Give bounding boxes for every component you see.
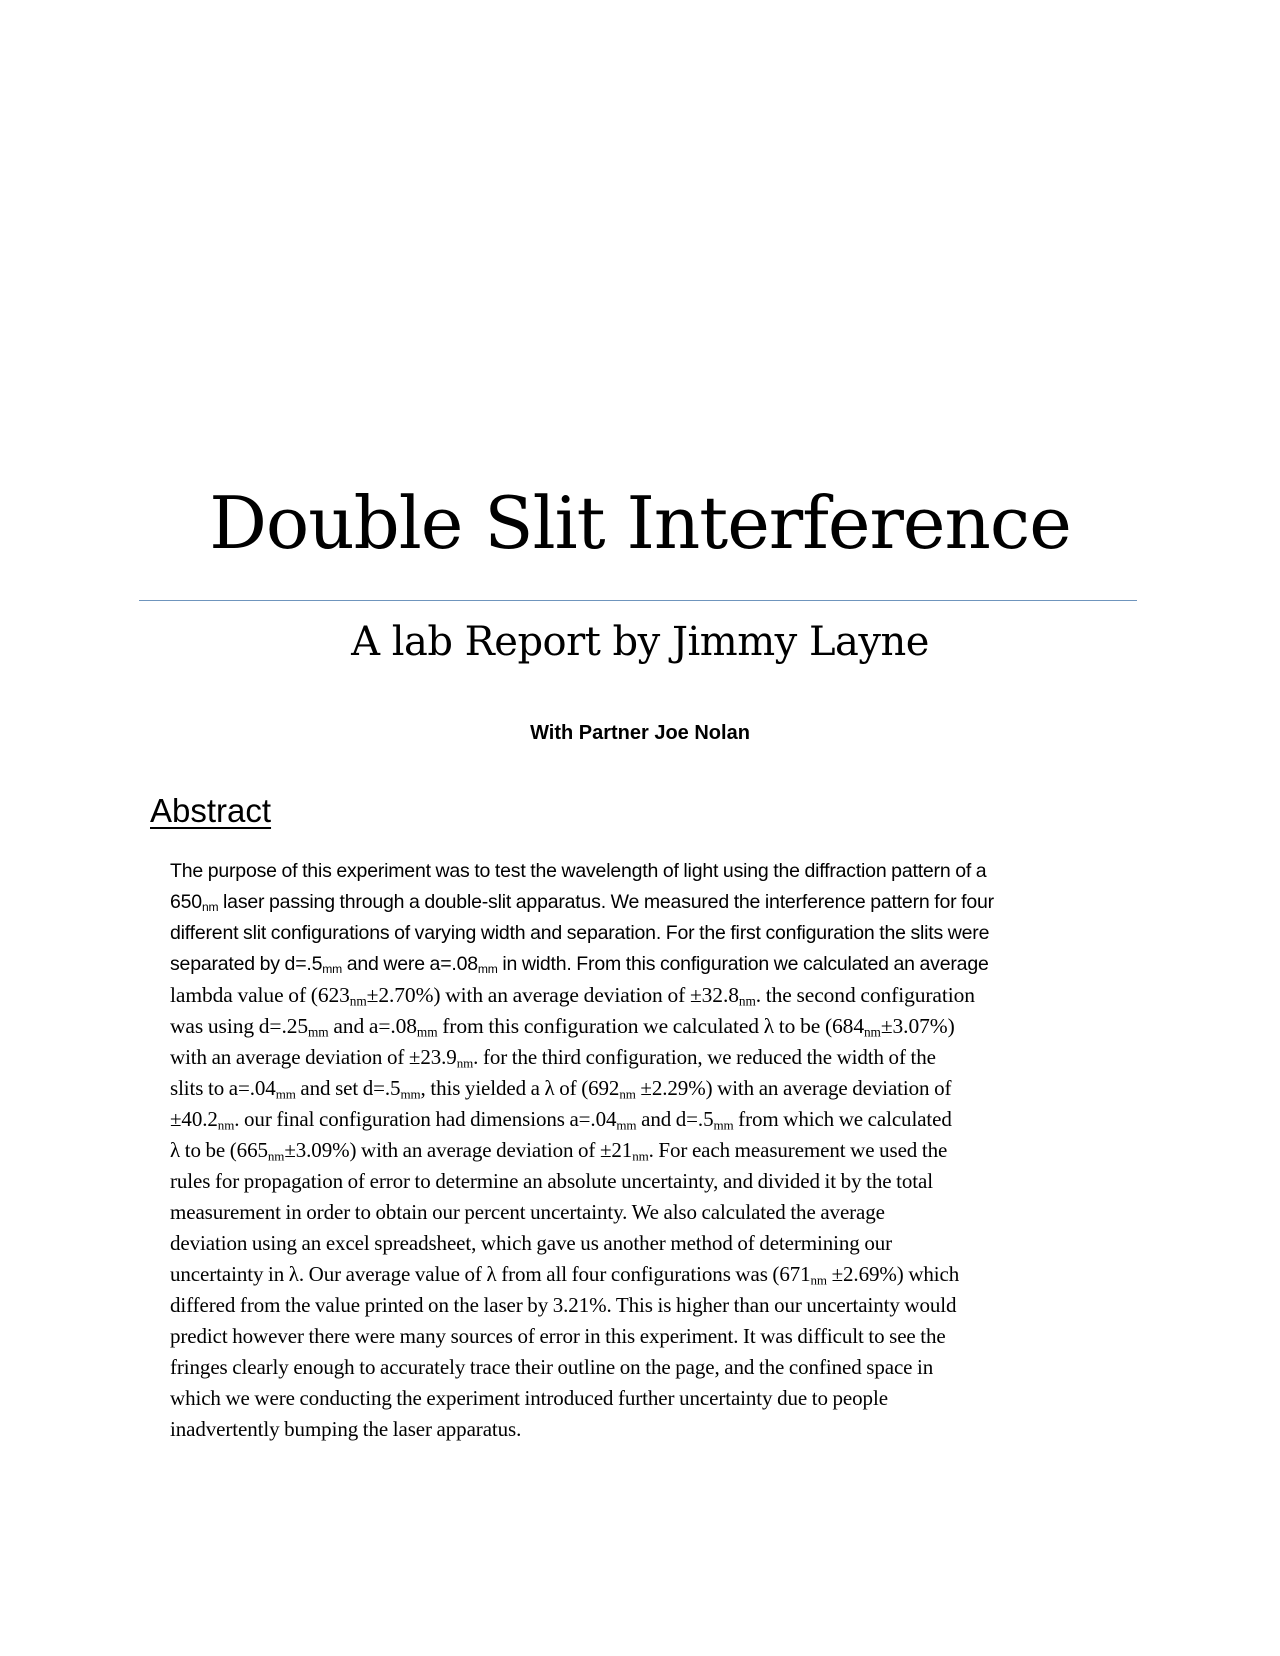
unit-subscript: nm [863, 1024, 881, 1040]
unit-subscript: nm [217, 1117, 235, 1133]
unit-subscript: nm [738, 993, 756, 1009]
unit-subscript: nm [349, 993, 367, 1009]
abstract-line: deviation using an excel spreadsheet, which gave us another method of determining our [170, 1231, 893, 1255]
section-heading-abstract: Abstract [150, 792, 272, 829]
abstract-line: ±40.2nm. our final configuration had dimensions a=.04mm and d=.5mm from which we calculated [170, 1107, 952, 1133]
abstract-line: differed from the value printed on the laser by 3.21%. This is higher than our uncertainty would [170, 1293, 957, 1317]
unit-subscript: mm [400, 1086, 421, 1102]
abstract-line: The purpose of this experiment was to test the wavelength of light using the diffraction pattern of a [170, 860, 987, 882]
abstract-line: measurement in order to obtain our percent uncertainty. We also calculated the average [170, 1200, 885, 1224]
unit-subscript: nm [267, 1148, 285, 1164]
abstract-line: rules for propagation of error to determine an absolute uncertainty, and divided it by the total [170, 1169, 933, 1193]
unit-subscript: nm [619, 1086, 636, 1102]
unit-subscript: mm [322, 962, 342, 977]
partner-line: With Partner Joe Nolan [530, 722, 750, 744]
unit-subscript: nm [810, 1272, 827, 1288]
document-subtitle: A lab Report by Jimmy Layne [351, 619, 929, 665]
abstract-paragraph [170, 856, 1120, 1445]
abstract-line: fringes clearly enough to accurately trace their outline on the page, and the confined space in [170, 1355, 934, 1379]
abstract-line: which we were conducting the experiment introduced further uncertainty due to people [170, 1386, 888, 1410]
abstract-line: with an average deviation of ±23.9nm. for the third configuration, we reduced the width of the [170, 1045, 936, 1071]
abstract-line: λ to be (665nm±3.09%) with an average deviation of ±21nm. For each measurement we used the [170, 1138, 948, 1164]
unit-subscript: nm [201, 900, 219, 915]
unit-subscript: nm [632, 1148, 649, 1164]
abstract-line: inadvertently bumping the laser apparatus. [170, 1417, 522, 1441]
abstract-line: different slit configurations of varying width and separation. For the first configuration the slits were [170, 922, 990, 944]
unit-subscript: mm [616, 1117, 637, 1133]
abstract-line: uncertainty in λ. Our average value of λ from all four configurations was (671nm ±2.69%) which [170, 1262, 960, 1288]
abstract-line: predict however there were many sources of error in this experiment. It was difficult to see the [170, 1324, 946, 1348]
unit-subscript: mm [713, 1117, 734, 1133]
abstract-line: lambda value of (623nm±2.70%) with an average deviation of ±32.8nm. the second configuration [170, 983, 975, 1009]
unit-subscript: mm [275, 1086, 296, 1102]
title-divider [139, 600, 1137, 601]
abstract-line: slits to a=.04mm and set d=.5mm, this yielded a λ of (692nm ±2.29%) with an average deviation of [170, 1076, 952, 1102]
abstract-line: was using d=.25mm and a=.08mm from this configuration we calculated λ to be (684nm±3.07%) [170, 1014, 955, 1040]
abstract-line: 650nm laser passing through a double-slit apparatus. We measured the interference pattern for four [170, 891, 994, 915]
abstract-line: separated by d=.5mm and were a=.08mm in width. From this configuration we calculated an average [170, 953, 989, 977]
document-title: Double Slit Interference [209, 481, 1071, 565]
unit-subscript: nm [456, 1055, 474, 1071]
unit-subscript: mm [477, 962, 498, 977]
unit-subscript: mm [416, 1024, 438, 1040]
unit-subscript: mm [308, 1024, 329, 1040]
